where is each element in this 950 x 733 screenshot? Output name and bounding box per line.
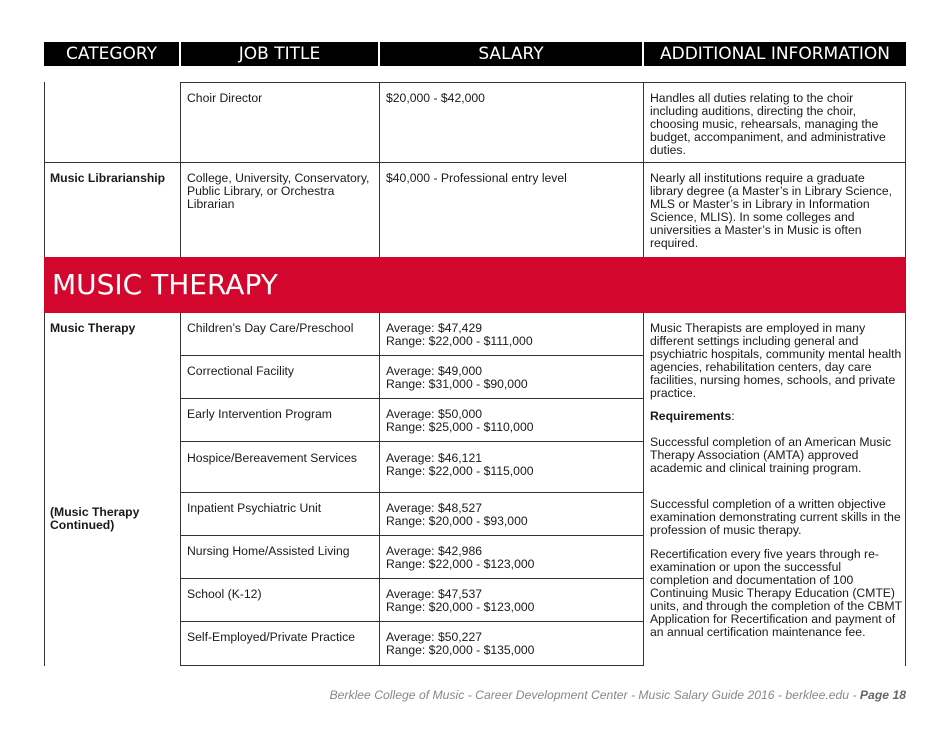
table-row: School (K-12) <box>187 587 262 601</box>
divider <box>180 82 906 83</box>
divider <box>180 398 644 399</box>
requirement-1: Successful completion of an American Music Therapy Association (AMTA) approved academic and clinical training program. <box>650 435 892 475</box>
requirement-2: Successful completion of a written objective examination demonstrating current skills in the profession of music therapy. <box>650 497 901 537</box>
header-category: CATEGORY <box>44 42 179 66</box>
table-row: $20,000 - $42,000 <box>386 91 485 105</box>
table-row: Correctional Facility <box>187 364 295 378</box>
table-row: Hospice/Bereavement Services <box>187 451 358 465</box>
table-row: Nearly all institutions require a graduate library degree (a Master’s in Library Science, MLS or Master’s in Library in Information Science, MLIS). In some colleges and universities a Master’s in Music is often required. <box>650 171 893 250</box>
salary-average: Average: $47,537 <box>386 587 483 601</box>
header-salary: SALARY <box>380 42 642 66</box>
salary-average: Average: $47,429 <box>386 321 483 335</box>
salary-average: Average: $42,986 <box>386 544 483 558</box>
category-label-continued: (Music Therapy Continued) <box>50 505 140 532</box>
salary-range: Range: $20,000 - $123,000 <box>386 600 535 614</box>
section-banner: MUSIC THERAPY <box>44 257 906 313</box>
salary-average: Average: $48,527 <box>386 501 483 515</box>
page-number: Page 18 <box>859 688 906 702</box>
table-row: Nursing Home/Assisted Living <box>187 544 350 558</box>
salary-average: Average: $46,121 <box>386 451 483 465</box>
table-row: Early Intervention Program <box>187 407 332 421</box>
salary-average: Average: $50,227 <box>386 630 483 644</box>
table-row: Choir Director <box>187 91 263 105</box>
divider <box>905 82 906 257</box>
salary-average: Average: $50,000 <box>386 407 483 421</box>
table-row: College, University, Conservatory, Public Library, or Orchestra Librarian <box>187 171 370 211</box>
divider <box>180 355 644 356</box>
divider <box>643 82 644 257</box>
footer-text: Berklee College of Music - Career Development Center - Music Salary Guide 2016 - berklee.edu - <box>329 688 860 702</box>
divider <box>44 82 45 257</box>
divider <box>180 313 181 666</box>
therapy-info-intro: Music Therapists are employed in many different settings including general and psychiatric hospitals, community mental health agencies, rehabilitation centers, day care facilities, nursing homes, schools, and private practice. <box>650 321 902 400</box>
divider <box>643 313 644 666</box>
page-footer <box>330 688 906 702</box>
divider <box>180 578 644 579</box>
table-row: Handles all duties relating to the choir including auditions, directing the choir, choosing music, rehearsals, managing the budget, accompaniment, and administrative duties. <box>650 91 886 157</box>
salary-range: Range: $22,000 - $115,000 <box>386 464 534 478</box>
category-label: Music Therapy <box>50 321 136 335</box>
category-label: Music Librarianship <box>50 171 166 185</box>
requirement-3: Recertification every five years through re-examination or upon the successful completion and documentation of 100 Continuing Music Therapy Education (CMTE) units, and through the completion of the CBMT Application for Recertification and payment of an annual certification maintenance fee. <box>650 547 902 639</box>
divider <box>905 313 906 666</box>
requirements-heading <box>650 410 902 423</box>
divider <box>180 621 644 622</box>
table-row: Self-Employed/Private Practice <box>187 630 355 644</box>
header-job-title: JOB TITLE <box>181 42 378 66</box>
divider <box>180 665 644 666</box>
divider <box>180 535 644 536</box>
divider <box>379 82 380 257</box>
salary-range: Range: $22,000 - $123,000 <box>386 557 535 571</box>
salary-range: Range: $25,000 - $110,000 <box>386 420 534 434</box>
requirements-colon: : <box>731 409 735 423</box>
table-row: $40,000 - Professional entry level <box>386 171 567 185</box>
salary-range: Range: $22,000 - $111,000 <box>386 334 533 348</box>
salary-range: Range: $31,000 - $90,000 <box>386 377 528 391</box>
divider <box>180 492 644 493</box>
salary-range: Range: $20,000 - $93,000 <box>386 514 528 528</box>
divider <box>379 313 380 666</box>
table-row: Inpatient Psychiatric Unit <box>187 501 322 515</box>
table-row: Children’s Day Care/Preschool <box>187 321 354 335</box>
divider <box>44 162 906 163</box>
requirements-label: Requirements <box>650 409 732 423</box>
divider <box>44 313 45 666</box>
divider <box>180 82 181 257</box>
divider <box>180 441 644 442</box>
header-additional-information: ADDITIONAL INFORMATION <box>644 42 906 66</box>
salary-range: Range: $20,000 - $135,000 <box>386 643 535 657</box>
salary-average: Average: $49,000 <box>386 364 483 378</box>
